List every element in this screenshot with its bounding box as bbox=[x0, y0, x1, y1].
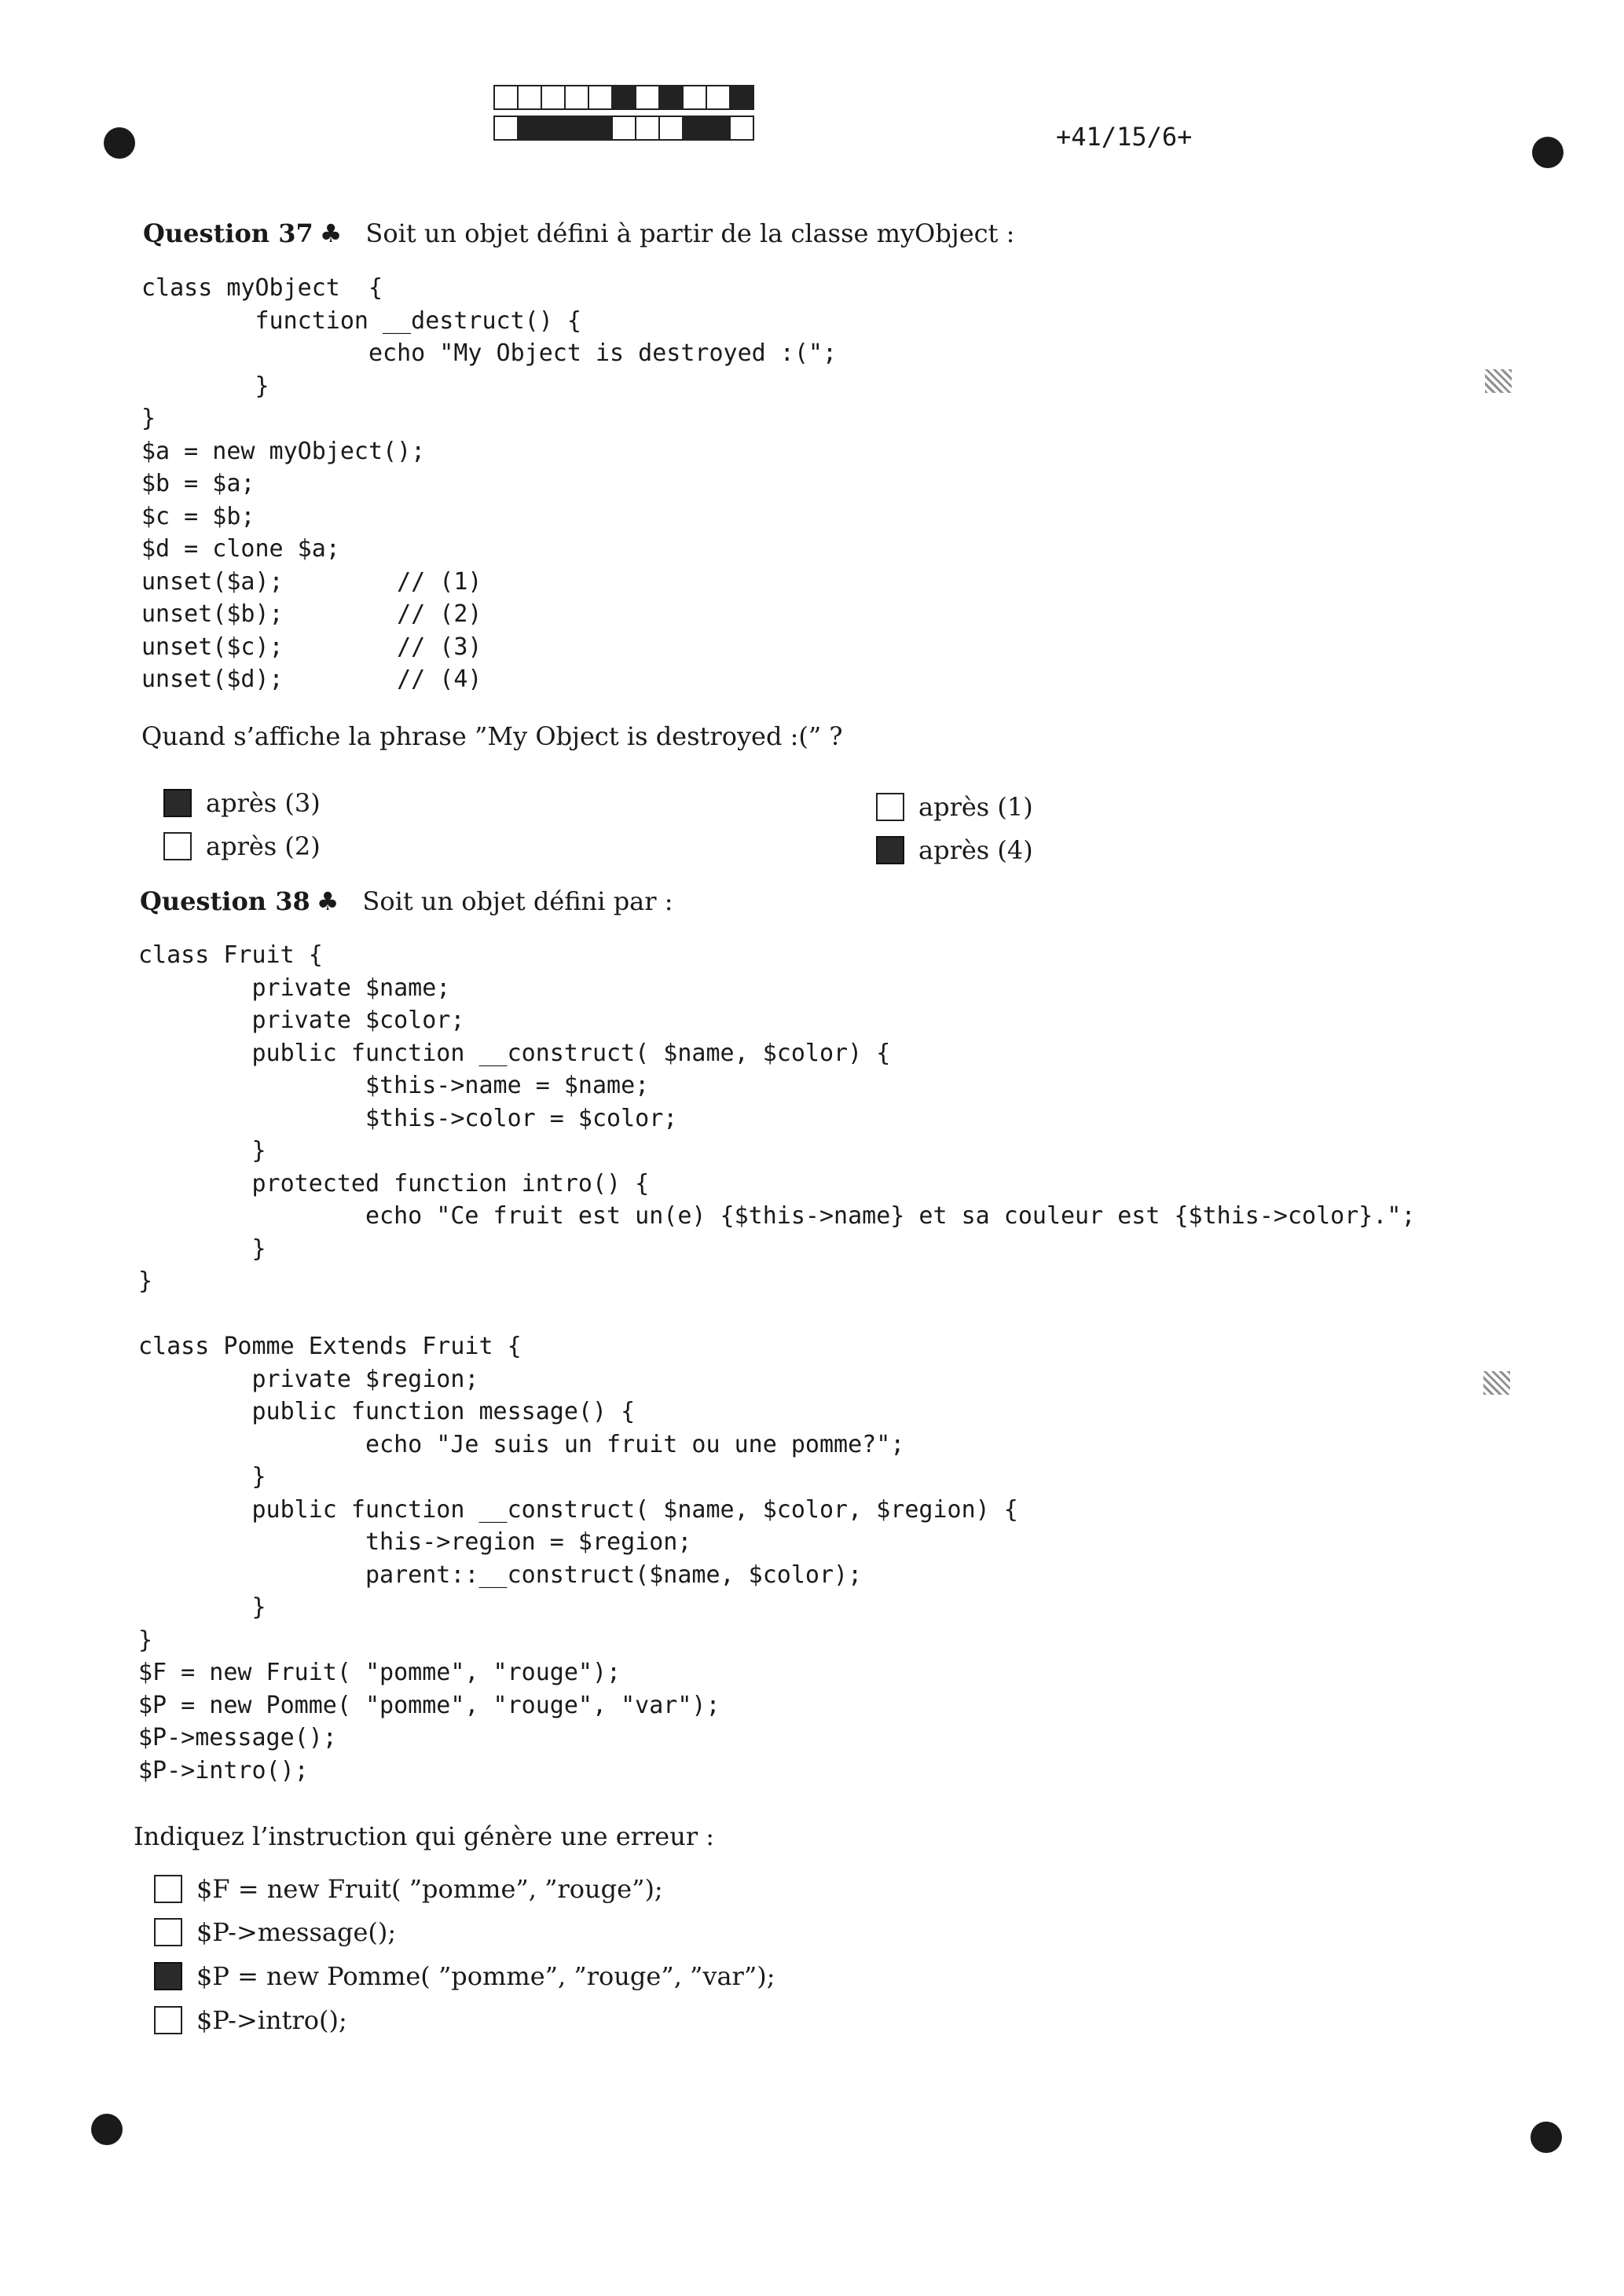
barcode-cell bbox=[541, 116, 566, 141]
registration-mark-bottom-left bbox=[91, 2114, 123, 2145]
question-text: Soit un objet défini par : bbox=[362, 886, 673, 916]
barcode-cell bbox=[541, 85, 566, 110]
question-number: Question 37 bbox=[143, 218, 313, 248]
barcode-cell bbox=[517, 85, 542, 110]
registration-mark-top-right bbox=[1532, 137, 1564, 168]
question-text: Soit un objet défini à partir de la classe myObject : bbox=[365, 218, 1015, 248]
answer-option[interactable] bbox=[876, 792, 1033, 822]
barcode-top-row bbox=[493, 85, 753, 110]
barcode-cell bbox=[588, 85, 613, 110]
question-38-code: class Fruit { private $name; private $color; public function __construct( $name, $color) { $this->name = $name; $this->color = $color; } protected function intro() { echo "Ce fruit est un(e) {$this->name} et sa couleur est {$this->color}."; } } class Pomme Extends Fruit { private $region; public function message() { echo "Je suis un fruit ou une pomme?"; } public function __construct( $name, $color, $region) { this->region = $region; parent::__construct($name, $color); } } $F = new Fruit( "pomme", "rouge"); $P = new Pomme( "pomme", "rouge", "var"); $P->message(); $P->intro(); bbox=[138, 941, 1416, 1784]
answer-option[interactable] bbox=[163, 831, 321, 861]
answer-label: $P->intro(); bbox=[196, 2005, 347, 2035]
answer-option[interactable] bbox=[154, 1961, 775, 1991]
barcode-cell bbox=[611, 116, 636, 141]
answer-checkbox[interactable] bbox=[163, 832, 192, 860]
question-number: Question 38 bbox=[140, 886, 310, 916]
answer-label: après (4) bbox=[918, 835, 1033, 865]
barcode-cell bbox=[517, 116, 542, 141]
answer-label: $P->message(); bbox=[196, 1917, 397, 1947]
question-38-prompt: Indiquez l’instruction qui génère une erreur : bbox=[134, 1821, 715, 1851]
registration-mark-bottom-right bbox=[1531, 2122, 1562, 2153]
answer-option[interactable] bbox=[876, 835, 1033, 865]
answer-checkbox[interactable] bbox=[154, 1918, 182, 1946]
barcode-cell bbox=[658, 85, 684, 110]
barcode-cell bbox=[682, 116, 707, 141]
answer-label: $P = new Pomme( ”pomme”, ”rouge”, ”var”); bbox=[196, 1961, 775, 1991]
answer-checkbox[interactable] bbox=[876, 793, 904, 821]
barcode-bottom-row bbox=[493, 116, 753, 141]
page-id: +41/15/6+ bbox=[1056, 122, 1193, 152]
barcode-cell bbox=[729, 116, 754, 141]
barcode-cell bbox=[682, 85, 707, 110]
question-38-header bbox=[140, 886, 673, 916]
barcode-cell bbox=[493, 85, 519, 110]
barcode-cell bbox=[564, 85, 589, 110]
answer-label: $F = new Fruit( ”pomme”, ”rouge”); bbox=[196, 1874, 663, 1904]
scan-smudge bbox=[1483, 1371, 1510, 1395]
barcode-cell bbox=[588, 116, 613, 141]
barcode-cell bbox=[635, 116, 660, 141]
answer-label: après (3) bbox=[206, 788, 321, 818]
barcode-cell bbox=[493, 116, 519, 141]
barcode-cell bbox=[635, 85, 660, 110]
question-37-prompt: Quand s’affiche la phrase ”My Object is destroyed :(” ? bbox=[141, 721, 843, 751]
barcode-cell bbox=[706, 85, 731, 110]
barcode-cell bbox=[658, 116, 684, 141]
barcode-cell bbox=[729, 85, 754, 110]
barcode-cell bbox=[564, 116, 589, 141]
answer-checkbox[interactable] bbox=[154, 1875, 182, 1903]
answer-checkbox[interactable] bbox=[154, 1962, 182, 1990]
club-icon: ♣ bbox=[319, 218, 343, 248]
answer-option[interactable] bbox=[163, 788, 321, 818]
answer-label: après (1) bbox=[918, 792, 1033, 822]
answer-checkbox[interactable] bbox=[154, 2006, 182, 2034]
answer-checkbox[interactable] bbox=[163, 789, 192, 817]
answer-option[interactable] bbox=[154, 2005, 347, 2035]
club-icon: ♣ bbox=[316, 886, 339, 916]
answer-option[interactable] bbox=[154, 1874, 663, 1904]
barcode-cell bbox=[706, 116, 731, 141]
answer-label: après (2) bbox=[206, 831, 321, 861]
scan-smudge bbox=[1485, 369, 1512, 393]
answer-checkbox[interactable] bbox=[876, 836, 904, 864]
question-37-code: class myObject { function __destruct() { echo "My Object is destroyed :("; } } $a = new myObject(); $b = $a; $c = $b; $d = clone $a; unset($a); // (1) unset($b); // (2) unset($c); // (3) unset($d); // (4) bbox=[141, 274, 838, 693]
barcode-cell bbox=[611, 85, 636, 110]
answer-option[interactable] bbox=[154, 1917, 396, 1947]
question-37-header bbox=[143, 218, 1014, 248]
registration-mark-top-left bbox=[104, 127, 135, 159]
